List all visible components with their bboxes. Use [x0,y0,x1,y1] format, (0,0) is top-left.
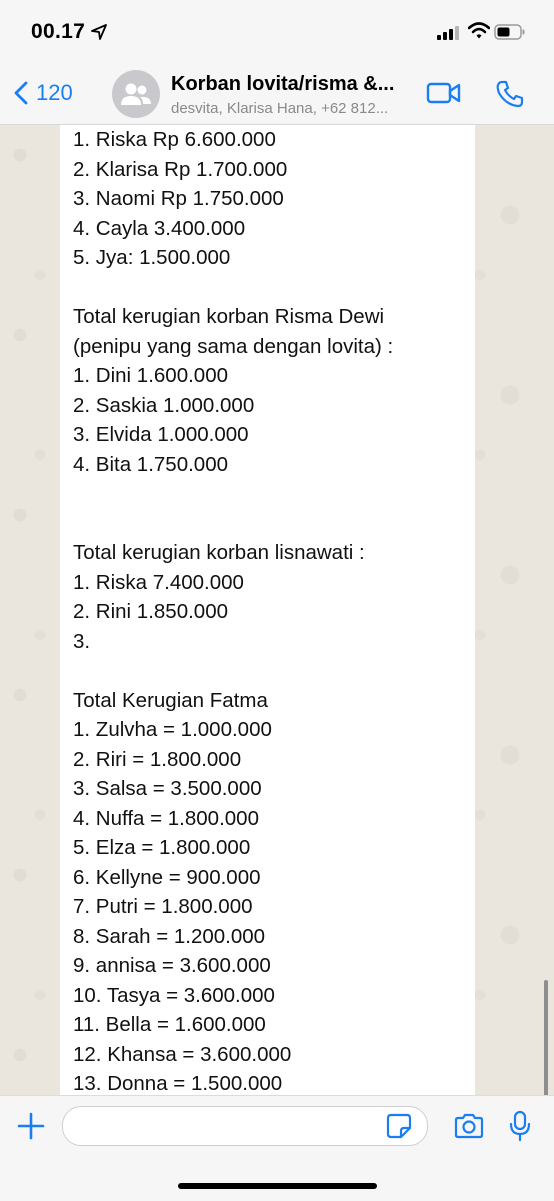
signal-icon [437,26,461,40]
message-line: 9. annisa = 3.600.000 [73,954,271,977]
chevron-left-icon [14,81,28,105]
status-time: 00.17 [31,20,86,43]
message-line: 6. Kellyne = 900.000 [73,865,261,889]
message-line: 4. Cayla 3.400.000 [73,216,246,240]
input-bar [0,1095,554,1201]
video-call-icon[interactable] [426,80,462,106]
message-line: 3. [73,629,91,653]
home-indicator[interactable] [178,1183,377,1189]
message-line: 5. Jya: 1.500.000 [73,246,231,269]
message-blank-line [73,656,473,686]
message-line: Total kerugian korban Risma Dewi [73,305,385,328]
phone-icon[interactable] [495,79,525,109]
chat-participants[interactable]: desvita, Klarisa Hana, +62 812... [171,100,389,117]
message-line: 4. Nuffa = 1.800.000 [73,806,259,830]
message-line: 3. Salsa = 3.500.000 [73,777,262,800]
scrollbar[interactable] [544,980,548,1095]
wifi-icon [468,22,490,40]
unread-count: 120 [36,80,73,105]
message-line: 8. Sarah = 1.200.000 [73,924,266,948]
message-input[interactable] [62,1106,428,1146]
message-line: 3. Elvida 1.000.000 [73,423,249,446]
chat-title[interactable]: Korban lovita/risma &... [171,73,395,95]
camera-icon[interactable] [453,1112,485,1140]
message-line: 2. Saskia 1.000.000 [73,393,255,417]
message-line: 7. Putri = 1.800.000 [73,895,253,918]
back-button[interactable] [14,78,73,108]
group-avatar[interactable] [112,70,160,118]
message-line: Total kerugian korban lisnawati : [73,541,365,564]
group-avatar-icon [112,70,160,118]
message-line: 11. Bella = 1.600.000 [73,1013,266,1036]
message-line: 3. Naomi Rp 1.750.000 [73,187,284,210]
battery-icon [494,24,526,40]
message-line: 12. Khansa = 3.600.000 [73,1042,292,1066]
message-line: 2. Riri = 1.800.000 [73,747,242,771]
message-line: 2. Rini 1.850.000 [73,600,229,623]
sticker-icon[interactable] [386,1113,412,1139]
message-blank-line [73,509,473,539]
message-line: 1. Zulvha = 1.000.000 [73,718,272,741]
plus-icon[interactable] [16,1111,46,1141]
chat-header [0,64,554,125]
location-arrow-icon [91,24,107,40]
status-bar [0,0,554,64]
message-blank-line [73,479,473,509]
message-line: 10. Tasya = 3.600.000 [73,983,275,1007]
microphone-icon[interactable] [509,1110,531,1142]
message-blank-line [73,273,473,303]
message-text [73,125,473,1099]
message-line: 1. Dini 1.600.000 [73,364,229,387]
message-line: 1. Riska 7.400.000 [73,570,244,594]
message-line: 2. Klarisa Rp 1.700.000 [73,157,288,181]
message-line: Total Kerugian Fatma [73,688,268,712]
message-line: 13. Donna = 1.500.000 [73,1072,283,1095]
message-line: 5. Elza = 1.800.000 [73,836,251,859]
message-line: (penipu yang sama dengan lovita) : [73,334,394,358]
message-line: 4. Bita 1.750.000 [73,452,229,476]
message-line: 1. Riska Rp 6.600.000 [73,128,276,151]
